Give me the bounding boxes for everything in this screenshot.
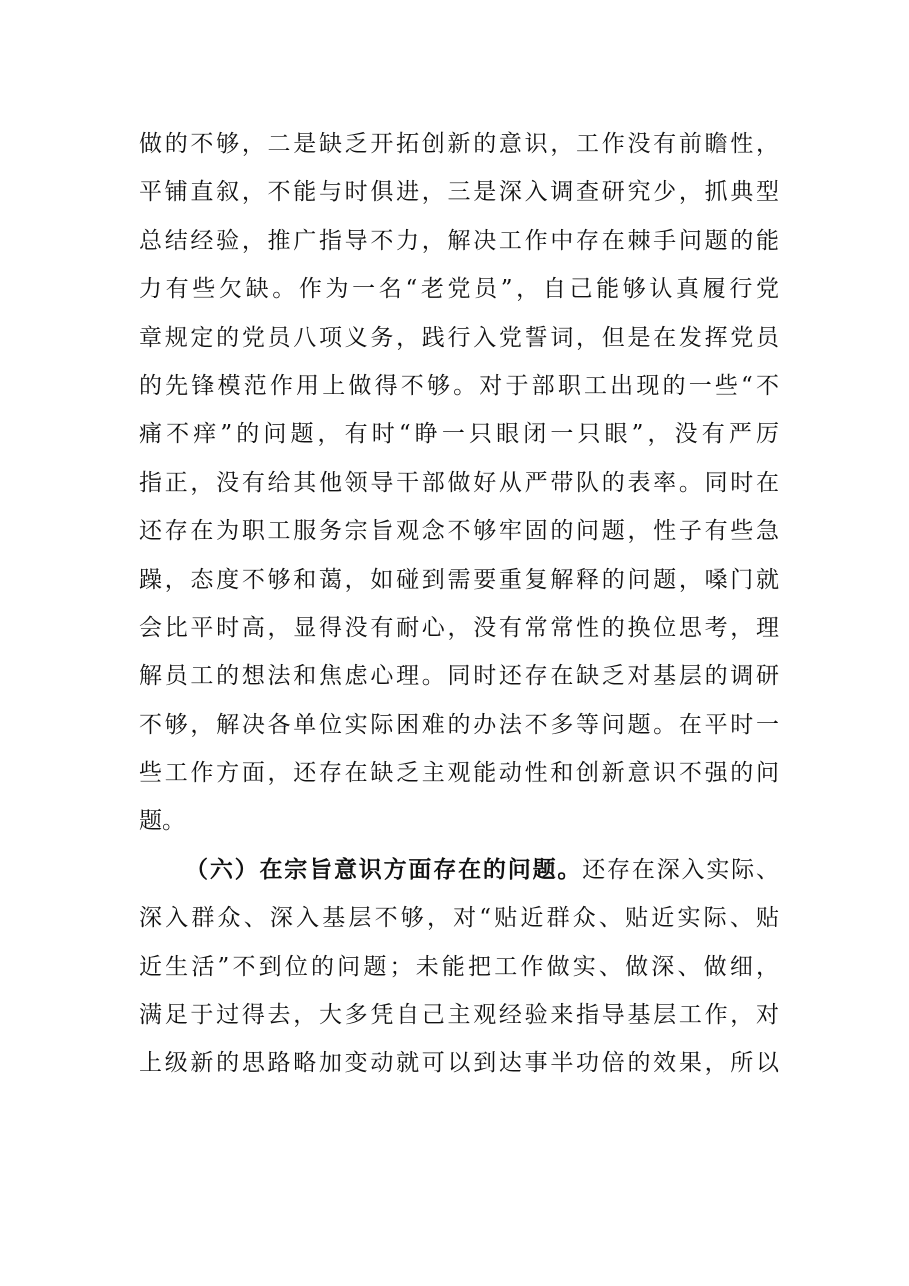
text-line: 近生活”不到位的问题；未能把工作做实、做深、做细， — [139, 953, 779, 980]
section-heading-line — [139, 846, 779, 894]
text-line: 指正，没有给其他领导干部做好从严带队的表率。同时在 — [139, 469, 779, 496]
heading-line-rest: 还存在深入实际、 — [582, 856, 779, 883]
paragraph-1 — [139, 120, 779, 846]
text-line: 的先锋模范作用上做得不够。对于部职工出现的一些“不 — [139, 372, 779, 399]
text-line: 躁，态度不够和蔼，如碰到需要重复解释的问题，嗓门就 — [139, 566, 779, 593]
text-line: 上级新的思路略加变动就可以到达事半功倍的效果，所以 — [139, 1050, 779, 1077]
section-heading: （六）在宗旨意识方面存在的问题。 — [185, 855, 583, 883]
text-line: 痛不痒”的问题，有时“睁一只眼闭一只眼”，没有严厉 — [139, 421, 779, 448]
paragraph-2 — [139, 846, 779, 1088]
text-line: 做的不够，二是缺乏开拓创新的意识，工作没有前瞻性， — [139, 131, 779, 157]
text-line: 满足于过得去，大多凭自己主观经验来指导基层工作，对 — [139, 1002, 779, 1029]
text-line: 些工作方面，还存在缺乏主观能动性和创新意识不强的问 — [139, 760, 779, 787]
text-line: 不够，解决各单位实际困难的办法不多等问题。在平时一 — [139, 711, 779, 738]
text-line: 力有些欠缺。作为一名“老党员”，自己能够认真履行党 — [139, 276, 779, 303]
text-line: 会比平时高，显得没有耐心，没有常常性的换位思考，理 — [139, 614, 779, 641]
text-line: 还存在为职工服务宗旨观念不够牢固的问题，性子有些急 — [139, 518, 779, 545]
text-line: 平铺直叙，不能与时俱进，三是深入调查研究少，抓典型 — [139, 179, 779, 206]
text-line: 深入群众、深入基层不够，对“贴近群众、贴近实际、贴 — [139, 905, 779, 932]
text-line: 题。 — [139, 808, 185, 835]
text-line: 章规定的党员八项义务，践行入党誓词，但是在发挥党员 — [139, 324, 779, 351]
body-text — [139, 120, 779, 1088]
text-line: 解员工的想法和焦虑心理。同时还存在缺乏对基层的调研 — [139, 663, 779, 690]
text-line: 总结经验，推广指导不力，解决工作中存在棘手问题的能 — [139, 227, 779, 254]
